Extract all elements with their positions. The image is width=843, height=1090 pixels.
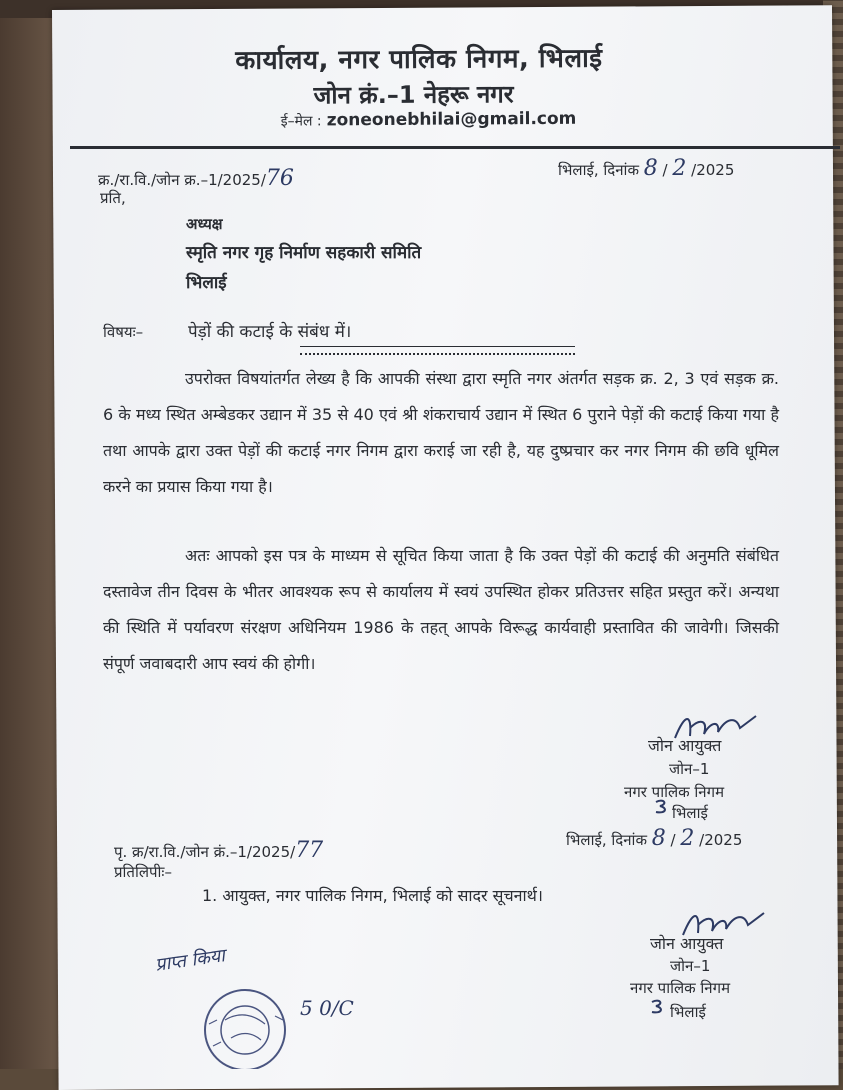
paragraph-1-text: उपरोक्त विषयांतर्गत लेख्य है कि आपकी संस्था द्वारा स्मृति नगर अंतर्गत सड़क क्र. 2, 3 एवं सड़क क्र. 6 के मध्य स्थित अम्बेडकर उद्यान में 35 से 40 एवं श्री शंकराचार्य उद्यान में स्थित 6 पुराने पेड़ों की कटाई किया गया है तथा आपके द्वारा उक्त पेड़ों की कटाई नगर निगम द्वारा कराई जा रही है, यह दुष्प्रचार कर नगर निगम की छवि धूमिल करने का प्रयास किया गया है। <box>103 369 779 496</box>
sig2-zone: जोन–1 <box>670 957 711 975</box>
copy-reference <box>114 838 323 863</box>
copy-date <box>566 826 742 851</box>
receipt-note: प्राप्त किया <box>153 945 227 976</box>
office-title: कार्यालय, नगर पालिक निगम, भिलाई <box>235 43 603 76</box>
zone-title: जोन क्रं.–1 नेहरू नगर <box>313 80 514 110</box>
to-label: प्रति, <box>100 189 126 207</box>
sig1-city: भिलाई <box>672 804 708 822</box>
sig1-title: जोन आयुक्त <box>648 736 722 755</box>
date-month: 2 <box>672 156 687 181</box>
email-address: zoneonebhilai@gmail.com <box>326 108 577 131</box>
paragraph-2-text: अतः आपको इस पत्र के माध्यम से सूचित किया जाता है कि उक्त पेड़ों की कटाई की अनुमति संबंधित दस्तावेज तीन दिवस के भीतर आवश्यक रूप से कार्यालय में स्वयं उपस्थित होकर प्रतिउत्तर सहित प्रस्तुत करें। अन्यथा की स्थिति में पर्यावरण संरक्षण अधिनियम 1986 के तहत् आपके विरूद्ध कार्यवाही प्रस्तावित की जावेगी। जिसकी संपूर्ण जवाबदारी आप स्वयं की होगी। <box>103 546 779 673</box>
copy-date-month: 2 <box>680 826 695 851</box>
reference-printed: क्र./रा.वि./जोन क्र.–1/2025/ <box>98 171 266 189</box>
initial-mark-1 <box>652 796 674 818</box>
header-rule <box>70 146 840 149</box>
email-label: ई–मेल : <box>280 113 322 130</box>
addressee-city: भिलाई <box>186 273 227 293</box>
sig2-title: जोन आयुक्त <box>650 934 724 953</box>
addressee-org: स्मृति नगर गृह निर्माण सहकारी समिति <box>186 243 422 263</box>
subject-text: पेड़ों की कटाई के संबंध में। <box>188 322 352 342</box>
copy-date-year: /2025 <box>699 831 743 849</box>
paragraph-1 <box>103 361 779 505</box>
copy-ref-number: 77 <box>295 838 324 863</box>
sig2-org: नगर पालिक निगम <box>630 979 731 997</box>
initial-mark-2 <box>648 996 670 1018</box>
receipt-number: 5 0/C <box>300 996 354 1020</box>
copy-date-day: 8 <box>651 826 666 851</box>
email-line <box>281 109 577 131</box>
copy-ref-printed: पृ. क्र/रा.वि./जोन क्रं.–1/2025/ <box>114 843 296 861</box>
cc-label: प्रतिलिपीः– <box>114 863 172 881</box>
sig1-org: नगर पालिक निगम <box>624 783 725 801</box>
sig2-city: भिलाई <box>670 1003 706 1021</box>
cc-item-1: 1. आयुक्त, नगर पालिक निगम, भिलाई को सादर सूचनार्थ। <box>202 886 543 905</box>
subject-label: विषयः– <box>103 323 144 341</box>
background-left <box>0 0 60 1069</box>
addressee-title: अध्यक्ष <box>186 215 223 233</box>
date-label: भिलाई, दिनांक <box>558 161 639 179</box>
sig1-zone: जोन–1 <box>669 760 710 778</box>
paragraph-2 <box>103 538 779 682</box>
reference-line <box>98 166 294 191</box>
copy-date-sep: / <box>670 831 676 849</box>
date-year: /2025 <box>691 161 735 179</box>
subject-underline <box>300 346 575 355</box>
date-day: 8 <box>643 156 658 181</box>
date-sep: / <box>662 161 668 179</box>
copy-date-label: भिलाई, दिनांक <box>566 831 647 849</box>
reference-number: 76 <box>265 166 294 191</box>
letter-date <box>558 156 734 181</box>
office-stamp <box>195 980 300 1069</box>
